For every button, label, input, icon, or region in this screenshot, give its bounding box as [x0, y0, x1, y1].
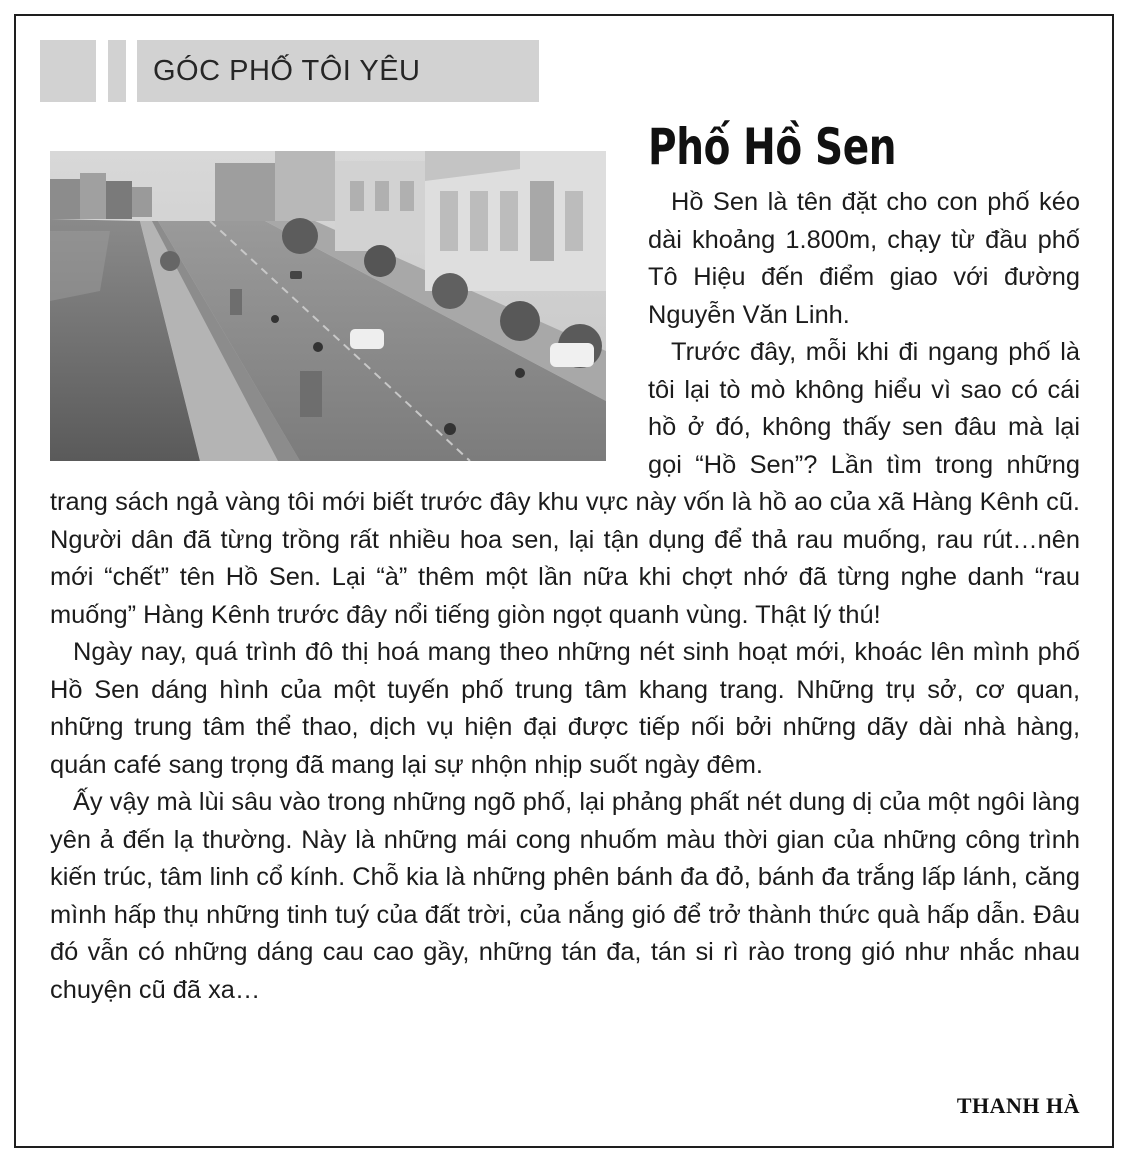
section-label: GÓC PHỐ TÔI YÊU: [153, 54, 421, 87]
paragraph-3: Ngày nay, quá trình đô thị hoá mang theo những nét sinh hoạt mới, khoác lên mình phố Hồ Sen dáng hình của một tuyến phố trung tâm khang trang. Những trụ sở, cơ quan, những trung tâm thể thao, dịch vụ hiện đại được tiếp nối bởi những dãy dài nhà hàng, quán café sang trọng đã mang lại sự nhộn nhịp suốt ngày đêm.: [50, 638, 1080, 779]
paragraph-4: Ấy vậy mà lùi sâu vào trong những ngõ phố, lại phảng phất nét dung dị của một ngôi làng yên ả đến lạ thường. Này là những mái cong nhuốm màu thời gian của những công trình kiến trúc, tâm linh cổ kính. Chỗ kia là những phên bánh đa đỏ, bánh đa trắng lấp lánh, căng mình hấp thụ những tinh tuý của đất trời, của nắng gió để trở thành thức quà hấp dẫn. Đâu đó vẫn có những dáng cau cao gầy, những tán đa, tán si rì rào trong gió như nhắc nhau chuyện cũ đã xa…: [50, 788, 1080, 1004]
paragraph-2: Trước đây, mỗi khi đi ngang phố là tôi lại tò mò không hiểu vì sao có cái hồ ở đó, không thấy sen đâu mà lại gọi “Hồ Sen”? Lần tìm trong những trang sách ngả vàng tôi mới biết trước đây khu vực này vốn là hồ ao của xã Hàng Kênh cũ. Người dân đã từng trồng rất nhiều hoa sen, lại tận dụng để thả rau muống, rau rút…nên mới “chết” tên Hồ Sen. Lại “à” thêm một lần nữa khi chợt nhớ đã từng nghe danh “rau muống” Hàng Kênh trước đây nổi tiếng giòn ngọt quanh vùng. Thật lý thú!: [50, 338, 1080, 629]
article-title: Phố Hồ Sen: [648, 118, 897, 176]
header-decor-block: [40, 40, 96, 102]
section-header: [137, 40, 539, 102]
article-body: [50, 184, 1080, 1009]
paragraph-1: Hồ Sen là tên đặt cho con phố kéo dài khoảng 1.800m, chạy từ đầu phố Tô Hiệu đến điểm giao với đường Nguyễn Văn Linh.: [648, 188, 1080, 329]
float-spacer: [50, 184, 648, 468]
header-decor-bar: [108, 40, 126, 102]
author-byline: THANH HÀ: [956, 1093, 1080, 1118]
